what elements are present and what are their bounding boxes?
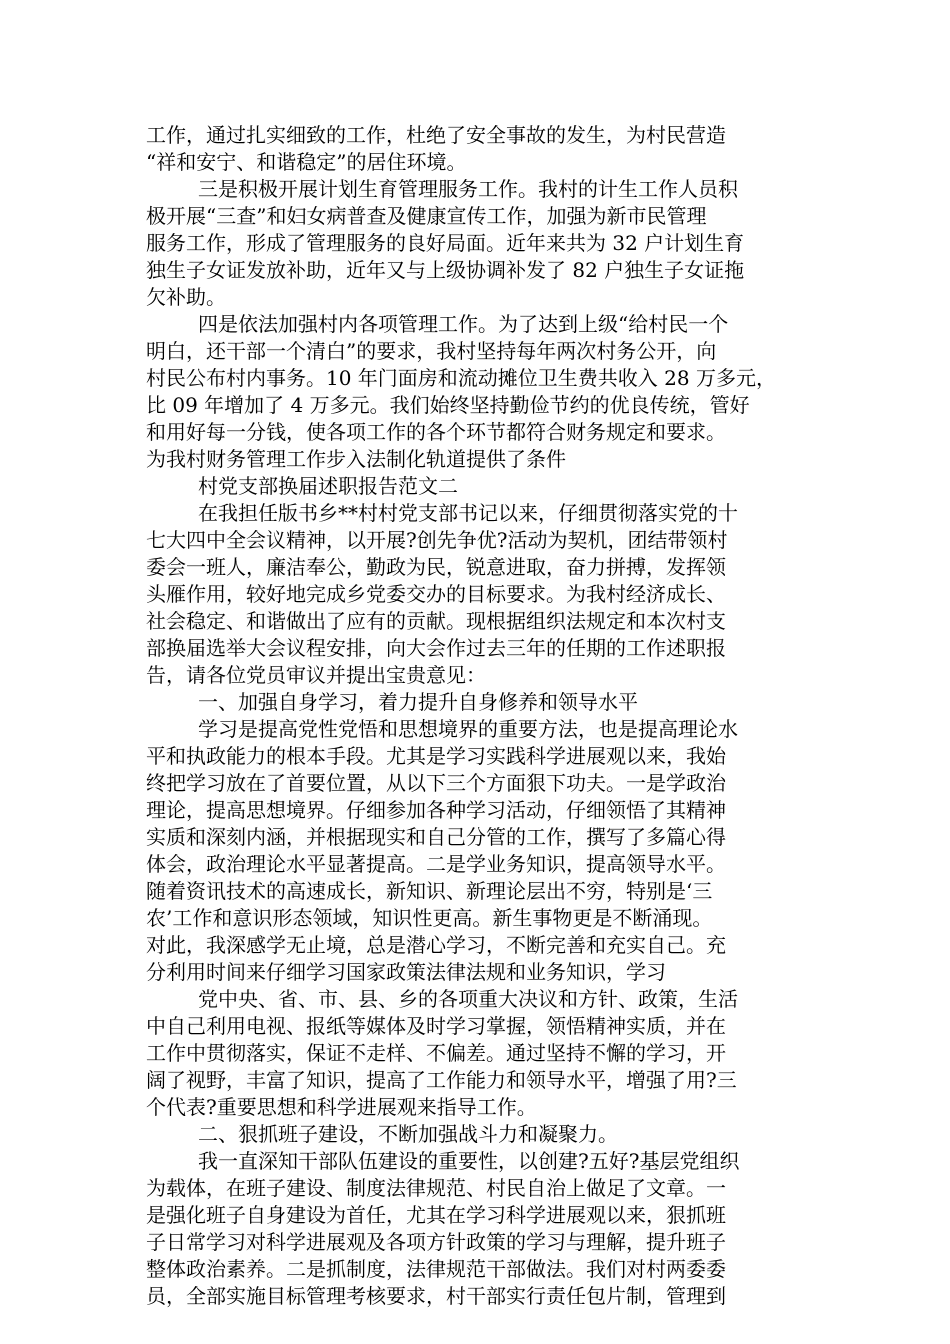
text-line: 终把学习放在了首要位置，从以下三个方面狠下功夫。一是学政治 (146, 771, 726, 795)
text-line: 学习是提高党性党悟和思想境界的重要方法，也是提高理论水 (198, 717, 738, 741)
text-line: 子日常学习对科学进展观及各项方针政策的学习与理解，提升班子 (146, 1230, 726, 1254)
text-line: 村民公布村内事务。10 年门面房和流动摊位卫生费共收入 28 万多元， (146, 366, 776, 390)
text-line: “祥和安宁、和谐稳定”的居住环境。 (146, 150, 467, 174)
text-line: 对此，我深感学无止境，总是潜心学习，不断完善和充实自己。充 (146, 933, 726, 957)
text-line: 个代表?重要思想和科学进展观来指导工作。 (146, 1095, 537, 1119)
text-line: 欠补助。 (146, 285, 226, 309)
text-line: 二、狠抓班子建设，不断加强战斗力和凝聚力。 (198, 1122, 618, 1146)
text-line: 分利用时间来仔细学习国家政策法律法规和业务知识，学习 (146, 960, 666, 984)
text-line: 实质和深刻内涵，并根据现实和自己分管的工作，撰写了多篇心得 (146, 825, 726, 849)
text-line: 整体政治素养。二是抓制度，法律规范干部做法。我们对村两委委 (146, 1257, 726, 1281)
text-line: 理论，提高思想境界。仔细参加各种学习活动，仔细领悟了其精神 (146, 798, 726, 822)
text-line: 社会稳定、和谐做出了应有的贡献。现根据组织法规定和本次村支 (146, 609, 726, 633)
text-line: 党中央、省、市、县、乡的各项重大决议和方针、政策，生活 (198, 987, 738, 1011)
text-line: 比 09 年增加了 4 万多元。我们始终坚持勤俭节约的优良传统，管好 (146, 393, 750, 417)
text-line: 工作，通过扎实细致的工作，杜绝了安全事故的发生，为村民营造 (146, 123, 726, 147)
text-line: 是强化班子自身建设为首任，尤其在学习科学进展观以来，狠抓班 (146, 1203, 726, 1227)
text-line: 体会，政治理论水平显著提高。二是学业务知识，提高领导水平。 (146, 852, 726, 876)
text-line: 中自己利用电视、报纸等媒体及时学习掌握，领悟精神实质，并在 (146, 1014, 726, 1038)
text-line: 农’工作和意识形态领域，知识性更高。新生事物更是不断涌现。 (146, 906, 713, 930)
text-line: 三是积极开展计划生育管理服务工作。我村的计生工作人员积 (198, 177, 738, 201)
text-line: 和用好每一分钱，使各项工作的各个环节都符合财务规定和要求。 (146, 420, 726, 444)
text-line: 在我担任版书乡**村村党支部书记以来，仔细贯彻落实党的十 (198, 501, 738, 525)
text-line: 员，全部实施目标管理考核要求，村干部实行责任包片制，管理到 (146, 1284, 726, 1308)
text-line: 明白，还干部一个清白”的要求，我村坚持每年两次村务公开，向 (146, 339, 717, 363)
text-line: 告，请各位党员审议并提出宝贵意见： (146, 663, 486, 687)
text-line: 部换届选举大会议程安排，向大会作过去三年的任期的工作述职报 (146, 636, 726, 660)
text-line: 独生子女证发放补助，近年又与上级协调补发了 82 户独生子女证拖 (146, 258, 745, 282)
text-line: 服务工作，形成了管理服务的良好局面。近年来共为 32 户计划生育 (146, 231, 745, 255)
text-line: 头雁作用，较好地完成乡党委交办的目标要求。为我村经济成长、 (146, 582, 726, 606)
text-line: 极开展“三查”和妇女病普查及健康宣传工作，加强为新市民管理 (146, 204, 707, 228)
text-line: 随着资讯技术的高速成长，新知识、新理论层出不穷，特别是‘三 (146, 879, 713, 903)
text-line: 我一直深知干部队伍建设的重要性，以创建?五好?基层党组织 (198, 1149, 740, 1173)
text-line: 一、加强自身学习，着力提升自身修养和领导水平 (198, 690, 638, 714)
text-line: 为载体，在班子建设、制度法律规范、村民自治上做足了文章。一 (146, 1176, 726, 1200)
text-line: 平和执政能力的根本手段。尤其是学习实践科学进展观以来，我始 (146, 744, 726, 768)
text-line: 为我村财务管理工作步入法制化轨道提供了条件 (146, 447, 566, 471)
text-line: 七大四中全会议精神，以开展?创先争优?活动为契机，团结带领村 (146, 528, 728, 552)
text-line: 工作中贯彻落实，保证不走样、不偏差。通过坚持不懈的学习，开 (146, 1041, 726, 1065)
document-body (146, 122, 836, 1310)
text-line: 阔了视野，丰富了知识，提高了工作能力和领导水平，增强了用?三 (146, 1068, 737, 1092)
text-line: 村党支部换届述职报告范文二 (198, 474, 458, 498)
text-line: 委会一班人，廉洁奉公，勤政为民，锐意进取，奋力拼搏，发挥领 (146, 555, 726, 579)
text-line: 四是依法加强村内各项管理工作。为了达到上级“给村民一个 (198, 312, 729, 336)
